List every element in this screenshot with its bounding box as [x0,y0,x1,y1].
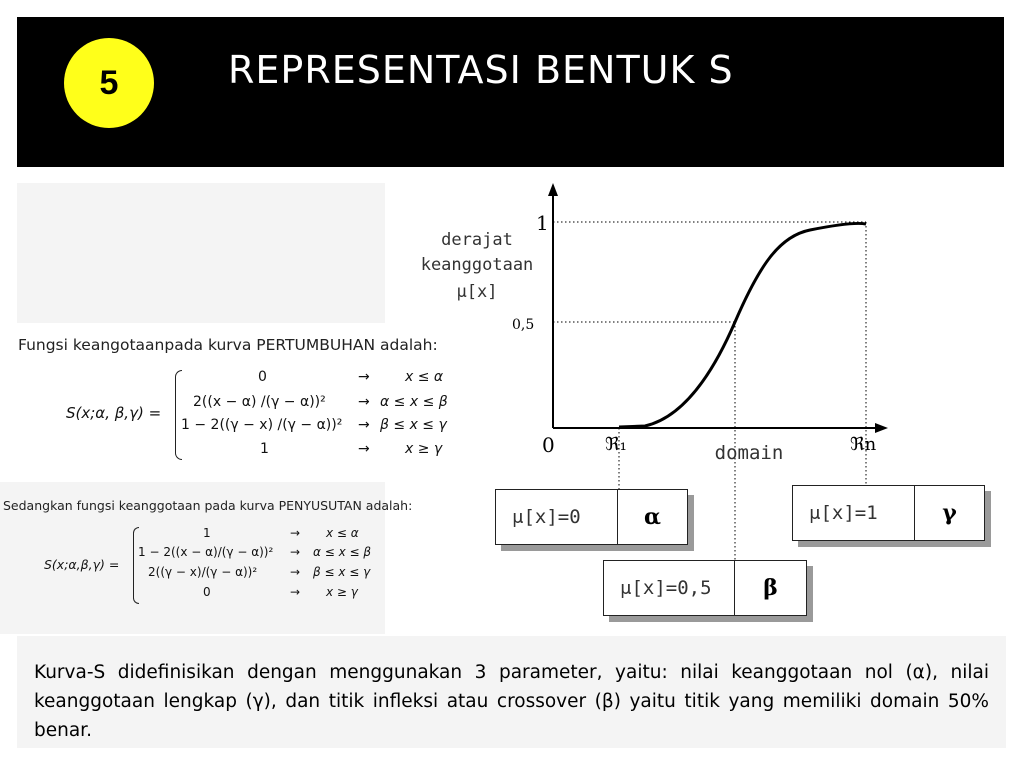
x-tick-right: ℜn [850,434,877,455]
shrink-row-3-expr: 2((γ − x)/(γ − α))² [148,565,258,579]
growth-row-4-expr: 1 [260,441,269,457]
growth-row-3-expr: 1 − 2((γ − x) /(γ − α))² [181,417,343,433]
gamma-symbol: γ [942,500,957,526]
gamma-box-label: μ[x]=1 [793,486,915,540]
gamma-box [792,485,985,541]
s-curve [619,223,866,427]
y-axis-label-line-1: derajat [441,230,513,250]
y-axis-label-line-2: keanggotaan [420,255,534,275]
shrink-formula [0,0,400,620]
shrink-row-1-arrow: → [290,526,301,540]
shrink-caption: Sedangkan fungsi keanggotaan pada kurva PENYUSUTAN adalah: [3,498,413,513]
x-axis-arrow-icon [875,423,888,433]
growth-row-1-arrow: → [358,369,370,385]
shrink-row-2-cond: α ≤ x ≤ β [313,545,372,559]
alpha-symbol: α [644,504,661,530]
y-tick-top: 1 [536,211,549,235]
shrink-formula-lhs: S(x;α,β,γ) = [44,557,120,572]
growth-row-2-cond: α ≤ x ≤ β [380,394,448,410]
slide-title: REPRESENTASI BENTUK S [228,48,734,92]
growth-row-1-expr: 0 [258,369,267,385]
alpha-box [495,489,688,545]
shrink-row-3-arrow: → [290,565,301,579]
shrink-row-4-expr: 0 [203,585,211,599]
shrink-formula-brace [133,527,139,604]
growth-caption: Fungsi keangotaanpada kurva PERTUMBUHAN adalah: [18,336,438,354]
description-panel [17,636,1006,748]
beta-symbol: β [763,575,778,601]
y-axis-arrow-icon [548,183,558,196]
shrink-row-3-cond: β ≤ x ≤ γ [313,565,371,579]
growth-row-2-expr: 2((x − α) /(γ − α))² [193,394,326,410]
shrink-row-1-expr: 1 [203,526,211,540]
shrink-row-1-cond: x ≤ α [326,526,359,540]
y-tick-mid: 0,5 [512,317,535,333]
growth-row-1-cond: x ≤ α [405,369,444,385]
growth-row-3-arrow: → [358,417,370,433]
growth-row-4-arrow: → [358,441,370,457]
slide-number-badge: 5 [64,38,154,128]
x-axis-label: domain [714,442,784,464]
alpha-box-label: μ[x]=0 [496,490,618,544]
growth-formula-lhs: S(x;α, β,γ) = [66,404,162,422]
beta-box-label: μ[x]=0,5 [604,561,735,615]
y-axis-label-line-3: μ[x] [456,282,498,302]
shrink-row-4-cond: x ≥ γ [326,585,358,599]
shrink-row-2-arrow: → [290,545,301,559]
growth-row-3-cond: β ≤ x ≤ γ [380,417,447,433]
shrink-row-4-arrow: → [290,585,301,599]
growth-row-2-arrow: → [358,394,370,410]
shrink-row-2-expr: 1 − 2((x − α)/(γ − α))² [138,545,274,559]
growth-row-4-cond: x ≥ γ [405,441,443,457]
origin-label: 0 [542,433,555,457]
beta-box [603,560,807,616]
x-tick-left: ℜ₁ [605,434,627,455]
description-text: Kurva-S didefinisikan dengan menggunakan 3 parameter, yaitu: nilai keanggotaan nol (α), nilai keanggotaan lengkap (γ), dan titik infleksi atau crossover (β) yaitu titik yang memiliki domain 50% benar. [34,662,989,741]
